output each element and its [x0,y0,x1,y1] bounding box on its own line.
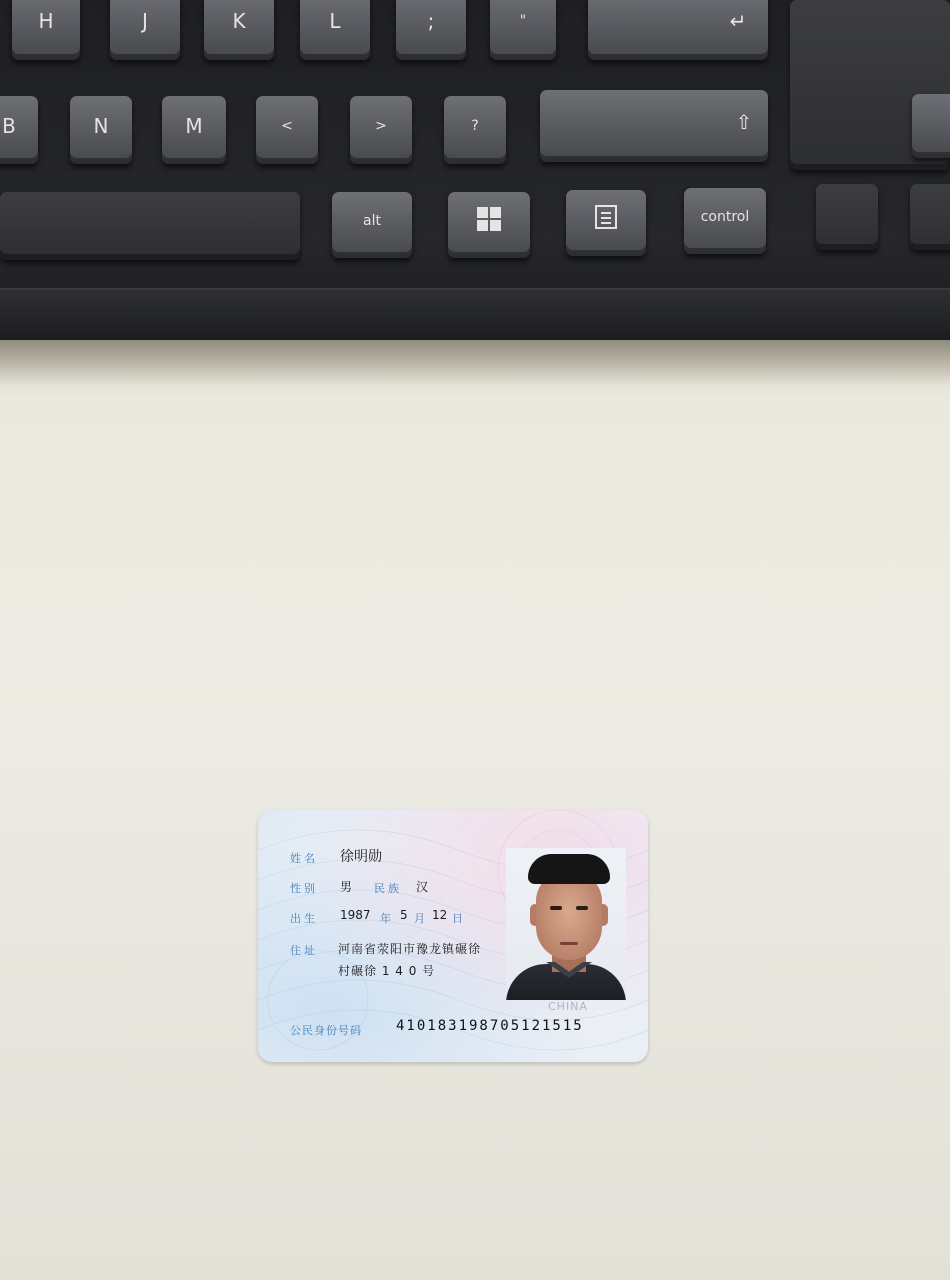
key-down-arrow[interactable] [910,184,950,250]
birth-day: 12 [432,908,448,922]
china-watermark: CHINA [548,1000,588,1013]
ethnicity-label: 民族 [374,882,402,895]
menu-icon [594,204,618,235]
address-line-1: 河南省荥阳市豫龙镇碾徐 [338,942,482,956]
sex-value: 男 [340,880,353,894]
key-enter[interactable]: ↵ [588,0,768,60]
key-period[interactable]: > [350,96,412,164]
day-char: 日 [452,912,466,925]
address-line-2: 村碾徐 1 4 0 号 [338,964,436,978]
id-number-value: 410183198705121515 [396,1018,584,1034]
birth-label: 出生 [290,912,318,925]
key-windows[interactable] [448,192,530,258]
keyboard-front-edge [0,288,950,340]
name-label: 姓名 [290,852,318,865]
portrait-photo [506,848,626,1000]
key-l[interactable]: L [300,0,370,60]
key-h[interactable]: H [12,0,80,60]
name-value: 徐明勋 [340,849,382,865]
key-slash[interactable]: ? [444,96,506,164]
key-comma[interactable]: < [256,96,318,164]
key-alt[interactable]: alt [332,192,412,258]
key-k[interactable]: K [204,0,274,60]
month-char: 月 [414,912,428,925]
key-space[interactable] [0,192,300,260]
key-shift[interactable]: ⇧ [540,90,768,162]
birth-month: 5 [400,908,408,922]
ethnicity-value: 汉 [416,880,429,894]
key-menu[interactable] [566,190,646,256]
keyboard-shadow [0,340,950,386]
keyboard [0,0,950,351]
year-char: 年 [380,912,394,925]
id-number-label: 公民身份号码 [290,1024,362,1037]
birth-year: 1987 [340,908,371,922]
sex-label: 性别 [290,882,318,895]
id-card [258,810,648,1062]
windows-icon [476,206,502,237]
address-label: 住址 [290,944,318,957]
key-control[interactable]: control [684,188,766,254]
key-semicolon[interactable]: ; [396,0,466,60]
key-b[interactable]: B [0,96,38,164]
key-quote[interactable]: " [490,0,556,60]
key-left-arrow[interactable] [816,184,878,250]
key-j[interactable]: J [110,0,180,60]
key-up-arrow[interactable] [912,94,950,158]
key-n[interactable]: N [70,96,132,164]
key-m[interactable]: M [162,96,226,164]
